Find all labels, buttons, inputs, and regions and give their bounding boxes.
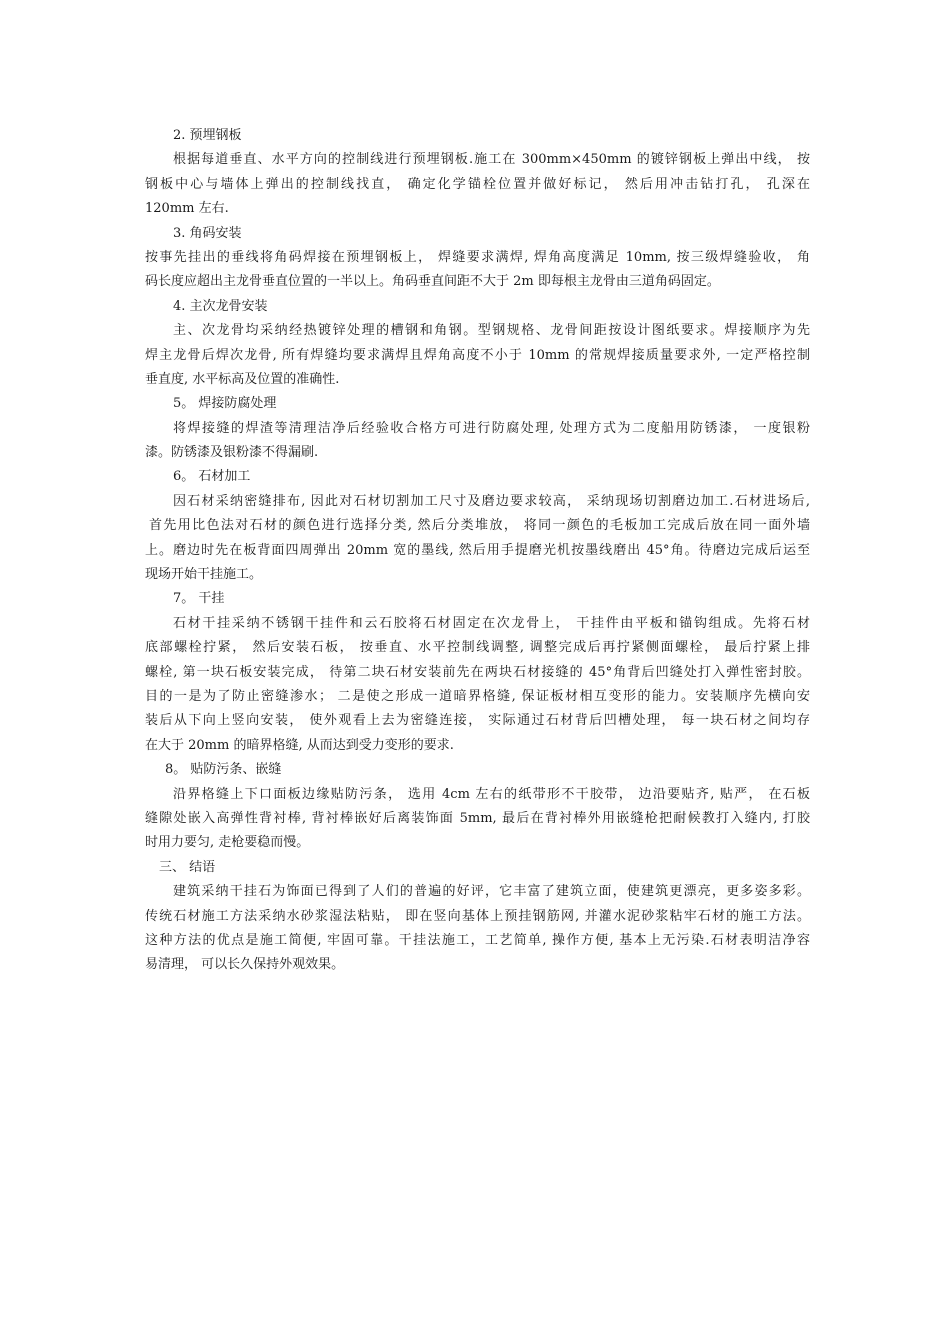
text-line: 焊主龙骨后焊次龙骨, 所有焊缝均要求满焊且焊角高度不小于 10mm 的常规焊接质量要求外, 一定严格控制 bbox=[145, 347, 810, 363]
text-line: 装后从下向上竖向安装， 使外观看上去为密缝连接， 实际通过石材背后凹槽处理， 每一块石材之间均存 bbox=[145, 713, 810, 729]
text-line: 螺栓, 第一块石板安装完成， 待第二块石材安装前先在两块石材接缝的 45°角背后凹缝处打入弹性密封胶。 bbox=[145, 664, 810, 680]
text-line: 主、次龙骨均采纳经热镀锌处理的槽钢和角钢。型钢规格、龙骨间距按设计图纸要求。焊接顺序为先 bbox=[173, 323, 810, 339]
text-line: 现场开始干挂施工。 bbox=[145, 567, 263, 583]
text-line: 因石材采纳密缝排布, 因此对石材切割加工尺寸及磨边要求较高， 采纳现场切割磨边加工.石材进场后, bbox=[173, 493, 810, 509]
text-line: 沿界格缝上下口面板边缘贴防污条， 选用 4cm 左右的纸带形不干胶带， 边沿要贴齐, 贴严， 在石板 bbox=[173, 786, 810, 802]
text-line: 底部螺栓拧紧， 然后安装石板， 按垂直、水平控制线调整, 调整完成后再拧紧侧面螺栓， 最后拧紧上排 bbox=[145, 640, 810, 656]
section-heading: 6。 石材加工 bbox=[173, 469, 251, 485]
section-heading: 7。 干挂 bbox=[173, 591, 225, 607]
section-heading: 8。 贴防污条、嵌缝 bbox=[165, 762, 282, 778]
text-line: 将焊接缝的焊渣等清理洁净后经验收合格方可进行防腐处理, 处理方式为二度船用防锈漆， 一度银粉 bbox=[173, 420, 810, 436]
text-line: 120mm 左右. bbox=[145, 201, 229, 217]
text-line: 这种方法的优点是施工简便, 牢固可靠。干挂法施工，工艺简单, 操作方便, 基本上无污染.石材表明洁净容 bbox=[145, 932, 810, 948]
text-line: 时用力要匀, 走枪要稳而慢。 bbox=[145, 835, 310, 851]
text-line: 目的一是为了防止密缝渗水； 二是使之形成一道暗界格缝, 保证板材相互变形的能力。安装顺序先横向安 bbox=[145, 688, 810, 704]
text-line: 上。磨边时先在板背面四周弹出 20mm 宽的墨线, 然后用手提磨光机按墨线磨出 45°角。待磨边完成后运至 bbox=[145, 542, 810, 558]
text-line: 缝隙处嵌入高弹性背衬棒, 背衬棒嵌好后离装饰面 5mm, 最后在背衬棒外用嵌缝枪把耐候教打入缝内, 打胶 bbox=[145, 810, 810, 826]
text-line: 首先用比色法对石材的颜色进行选择分类, 然后分类堆放， 将同一颜色的毛板加工完成后放在同一面外墙 bbox=[149, 518, 810, 534]
text-line: 传统石材施工方法采纳水砂浆湿法粘贴， 即在竖向基体上预挂钢筋网, 并灌水泥砂浆粘牢石材的施工方法。 bbox=[145, 908, 810, 924]
text-line: 根据每道垂直、水平方向的控制线进行预埋钢板.施工在 300mm×450mm 的镀锌钢板上弹出中线， 按 bbox=[173, 152, 810, 168]
text-line: 石材干挂采纳不锈钢干挂件和云石胶将石材固定在次龙骨上， 干挂件由平板和锚钩组成。先将石材 bbox=[173, 615, 810, 631]
section-heading: 三、 结语 bbox=[159, 859, 216, 875]
text-line: 在大于 20mm 的暗界格缝, 从而达到受力变形的要求. bbox=[145, 737, 454, 753]
document-body bbox=[145, 124, 810, 978]
text-line: 漆。防锈漆及银粉漆不得漏刷. bbox=[145, 445, 319, 461]
text-line: 钢板中心与墙体上弹出的控制线找直， 确定化学锚栓位置并做好标记， 然后用冲击钻打孔， 孔深在 bbox=[145, 176, 810, 192]
text-line: 垂直度, 水平标高及位置的准确性. bbox=[145, 371, 340, 387]
text-line: 建筑采纳干挂石为饰面已得到了人们的普遍的好评，它丰富了建筑立面，使建筑更漂亮，更多姿多彩。 bbox=[173, 884, 810, 900]
text-line: 按事先挂出的垂线将角码焊接在预埋钢板上， 焊缝要求满焊, 焊角高度满足 10mm, 按三级焊缝验收， 角 bbox=[145, 249, 810, 265]
section-heading: 5。 焊接防腐处理 bbox=[173, 396, 277, 412]
section-heading: 2. 预埋钢板 bbox=[173, 128, 242, 143]
section-heading: 3. 角码安装 bbox=[173, 225, 242, 241]
text-line: 易清理， 可以长久保持外观效果。 bbox=[145, 957, 345, 973]
text-line: 码长度应超出主龙骨垂直位置的一半以上。角码垂直间距不大于 2m 即每根主龙骨由三道角码固定。 bbox=[145, 274, 720, 290]
section-heading: 4. 主次龙骨安装 bbox=[173, 298, 268, 314]
